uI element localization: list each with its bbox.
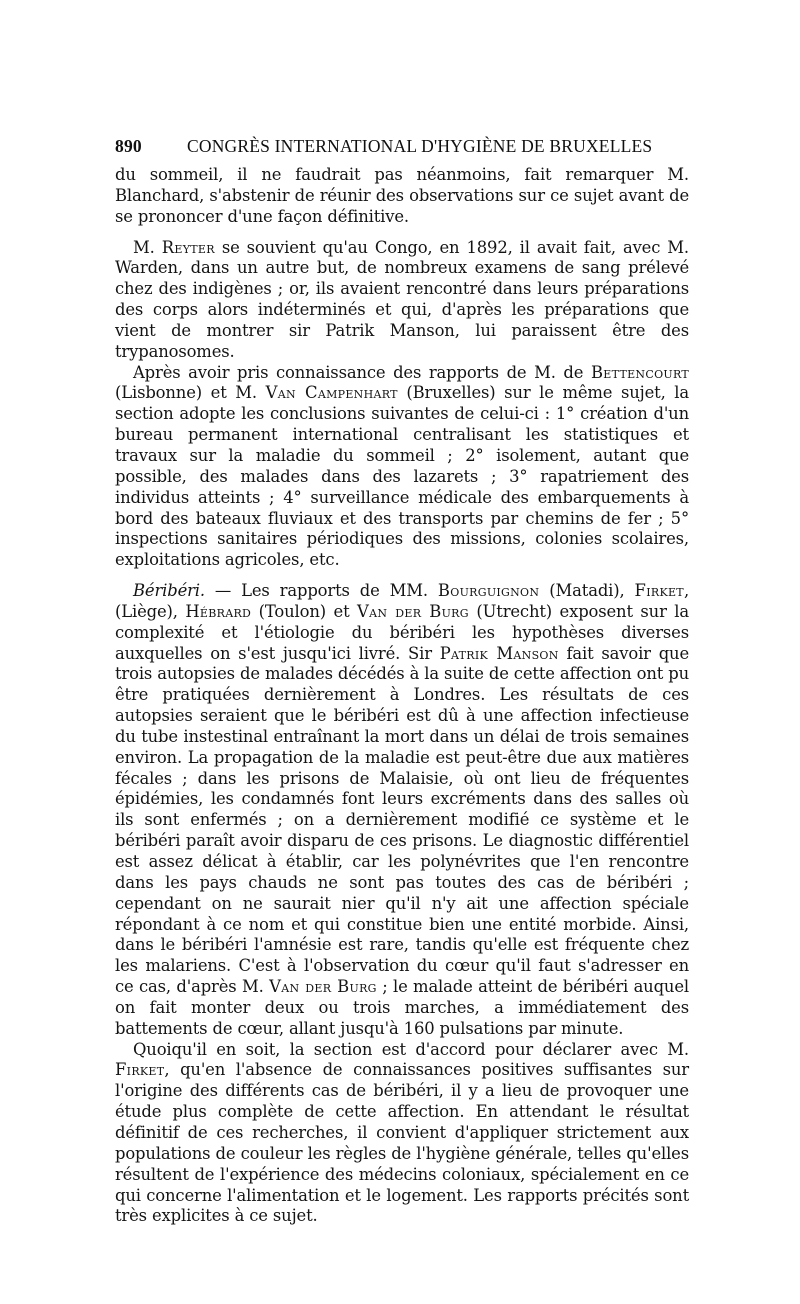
- paragraph-text: (Utrecht) exposent sur la complexité et l'étiologie du béribéri les hypothèses diverses auxquelles on s'est jusqu'ici livré. Sir: [115, 601, 689, 663]
- paragraph-2: [115, 238, 689, 363]
- author-name: Bettencourt: [590, 362, 689, 382]
- paragraph-text: Quoiqu'il en soit, la section est d'accord pour déclarer avec M.: [133, 1039, 689, 1059]
- section-heading: Béribéri.: [133, 581, 205, 601]
- paragraph-text: — Les rapports de MM.: [204, 581, 438, 601]
- book-page: [115, 136, 689, 1227]
- paragraph-text: Après avoir pris connaissance des rapports de M. de: [133, 362, 591, 382]
- paragraph-text: (Matadi),: [539, 581, 635, 601]
- paragraph-text: du sommeil, il ne faudrait pas néanmoins, fait remarquer M. Blanchard, s'abstenir de réunir des observations sur ce sujet avant de se prononcer d'une façon définitive.: [115, 165, 689, 226]
- paragraph-text: (Bruxelles) sur le même sujet, la section adopte les conclusions suivantes de celui-ci : 1° création d'un bureau permanent international centralisant les statistiques et travaux sur la maladie du sommeil ; 2° isolement, autant que possible, des malades dans des lazarets ; 3° rapatriement des individus atteints ; 4° surveillance médicale des embarquements à bord des bateaux fluviaux et des transports par chemins de fer ; 5° inspections sanitaires périodiques des missions, colonies scolaires, exploitations agricoles, etc.: [115, 383, 689, 570]
- running-title: CONGRÈS INTERNATIONAL D'HYGIÈNE DE BRUXELLES: [187, 136, 653, 156]
- author-name: Van Campenhart: [265, 383, 398, 403]
- paragraph-text: (Lisbonne) et M.: [115, 383, 266, 403]
- page-header: [115, 136, 689, 157]
- paragraph-text: se souvient qu'au Congo, en 1892, il avait fait, avec M. Warden, dans un autre but, de nombreux examens de sang prélevé chez des indigènes ; or, ils avaient rencontré dans leurs préparations des corps alors indéterminés et qui, d'après les préparations que vient de montrer sir Patrik Manson, lui paraissent être des trypanosomes.: [115, 237, 689, 361]
- author-name: Firket: [115, 1060, 165, 1080]
- paragraph-text: fait savoir que trois autopsies de malades décédés à la suite de cette affection ont pu être pratiquées dernièrement à Londres. Les résultats de ces autopsies seraient que le béribéri est dû à une affection infectieuse du tube instestinal entraînant la mort dans un délai de trois semaines environ. La propagation de la maladie est peut-être due aux matières fécales ; dans les prisons de Malaisie, où ont lieu de fréquentes épidémies, les condamnés font leurs excréments dans des salles où ils sont enfermés ; on a dernièrement modifié ce système et le béribéri paraît avoir disparu de ces prisons. Le diagnostic différentiel est assez délicat à établir, car les polynévrites que l'en rencontre dans les pays chauds ne sont pas toutes des cas de béribéri ; cependant on ne saurait nier qu'il n'y ait une affection spéciale répondant à ce nom et qui constitue bien une entité morbide. Ainsi, dans le béribéri l'amnésie est rare, tandis qu'elle est fréquente chez les malariens. C'est à l'observation du cœur qu'il faut s'adresser en ce cas, d'après M.: [115, 643, 689, 997]
- paragraph-text: (Toulon) et: [251, 601, 358, 621]
- paragraph-text: M.: [133, 237, 162, 257]
- author-name: Bourguignon: [437, 581, 540, 601]
- paragraph-text: , (Liège),: [115, 581, 689, 621]
- paragraph-3: [115, 363, 689, 571]
- author-name: Van der Burg: [269, 977, 377, 997]
- author-name: Patrik Manson: [439, 643, 559, 663]
- author-name: Hébrard: [185, 601, 252, 621]
- paragraph-1: [115, 165, 689, 228]
- paragraph-4: [115, 581, 689, 1040]
- author-name: Van der Burg: [357, 601, 469, 621]
- paragraph-5: [115, 1040, 689, 1228]
- paragraph-text: , qu'en l'absence de connaissances positives suffisantes sur l'origine des différents cas de béribéri, il y a lieu de provoquer une étude plus complète de cette affection. En attendant le résultat définitif de ces recherches, il convient d'appliquer strictement aux populations de couleur les règles de l'hygiène générale, telles qu'elles résultent de l'expérience des médecins coloniaux, spécialement en ce qui concerne l'alimentation et le logement. Les rapports précités sont très explicites à ce sujet.: [115, 1060, 689, 1226]
- paragraph-text: ; le malade atteint de béribéri auquel on fait monter deux ou trois marches, a immédiatement des battements de cœur, allant jusqu'à 160 pulsations par minute.: [115, 977, 689, 1038]
- page-number: 890: [115, 136, 142, 156]
- author-name: Reyter: [161, 237, 215, 257]
- author-name: Firket: [634, 581, 684, 601]
